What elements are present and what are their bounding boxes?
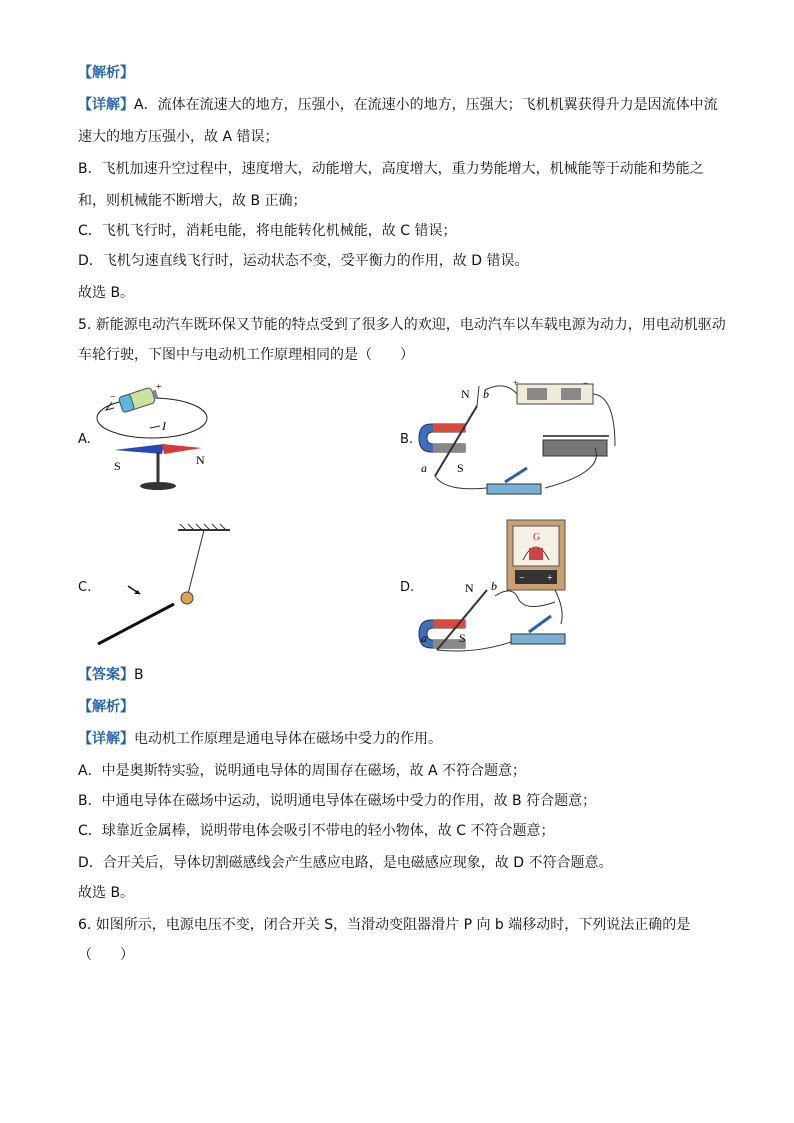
analysis-heading-2: 【解析】 xyxy=(78,699,134,715)
rod-a-text: a xyxy=(421,631,427,645)
analysis-heading: 【解析】 xyxy=(78,65,134,81)
conclusion-line: 故选 B。 xyxy=(78,285,135,301)
magnet-n-text: N xyxy=(465,581,474,595)
current-i-text: I xyxy=(162,419,166,433)
detail-line-5: C．飞机飞行时，消耗电能，将电能转化机械能，故 C 错误； xyxy=(78,223,457,239)
battery-plus-text: + xyxy=(156,382,162,393)
charged-rod-figure xyxy=(92,524,262,648)
conclusion-line-2: 故选 B。 xyxy=(78,885,135,901)
galvanometer-plus-text: + xyxy=(547,573,553,584)
battery-plus-text: + xyxy=(513,378,519,388)
magnet-n-text: N xyxy=(461,387,470,401)
option-b-label: B. xyxy=(400,432,414,447)
detail-line-2: 速大的地方压强小，故 A 错误； xyxy=(78,129,279,145)
answer-line-b: B．中通电导体在磁场中运动，说明通电导体在磁场中受力的作用，故 B 符合题意； xyxy=(78,793,597,809)
rod-a-text: a xyxy=(421,461,427,475)
question-5-line-1: 5. 新能源电动汽车既环保又节能的特点受到了很多人的欢迎，电动汽车以车载电源为动力，用电动机驱动 xyxy=(78,317,726,333)
answer-line-c: C．球靠近金属棒，说明带电体会吸引不带电的轻小物体，故 C 不符合题意； xyxy=(78,823,555,839)
detail-text-1: A．流体在流速大的地方，压强小，在流速小的地方，压强大；飞机机翼获得升力是因流体中流 xyxy=(134,97,718,113)
answer-tag: 【答案】 xyxy=(78,667,134,683)
detail-line-1 xyxy=(78,96,718,114)
needle-n-text: N xyxy=(196,453,205,467)
motor-principle-figure xyxy=(415,376,625,504)
option-c-label: C. xyxy=(78,580,92,595)
question-6-line-2: （ ） xyxy=(78,947,134,963)
magnet-s-text: S xyxy=(459,631,466,645)
question-6-line-1: 6. 如图所示，电源电压不变，闭合开关 S，当滑动变阻器滑片 P 向 b 端移动时，下列说法正确的是 xyxy=(78,917,691,933)
battery-minus-text: − xyxy=(110,392,116,403)
detail-text-q5: 电动机工作原理是通电导体在磁场中受力的作用。 xyxy=(134,731,442,747)
rod-b-text: b xyxy=(491,579,497,593)
answer-value: B xyxy=(134,667,144,683)
option-d-label: D. xyxy=(400,580,415,595)
answer-line-a: A．中是奥斯特实验，说明通电导体的周围存在磁场，故 A 不符合题意； xyxy=(78,763,527,779)
option-a-label: A. xyxy=(78,432,91,447)
detail-line-6: D．飞机匀速直线飞行时，运动状态不变，受平衡力的作用，故 D 错误。 xyxy=(78,253,529,269)
magnet-s-text: S xyxy=(457,461,464,475)
detail-line-4: 和，则机械能不断增大，故 B 正确； xyxy=(78,193,307,209)
battery-minus-text: − xyxy=(583,378,589,388)
answer-line-d: D．合开关后，导体切割磁感线会产生感应电路，是电磁感应现象，故 D 不符合题意。 xyxy=(78,855,613,871)
detail-tag-2: 【详解】 xyxy=(78,731,134,747)
detail-line-3: B．飞机加速升空过程中，速度增大，动能增大，高度增大，重力势能增大，机械能等于动能和势能之 xyxy=(78,161,704,177)
galvanometer-g-text: G xyxy=(533,532,541,543)
rod-b-text: b xyxy=(483,387,489,401)
needle-s-text: S xyxy=(114,459,121,473)
question-5-line-2: 车轮行驶，下图中与电动机工作原理相同的是（ ） xyxy=(78,347,414,363)
oersted-experiment-figure xyxy=(92,378,222,500)
electromagnetic-induction-figure xyxy=(415,514,575,654)
detail-tag: 【详解】 xyxy=(78,97,134,113)
answer-line xyxy=(78,666,144,684)
galvanometer-minus-text: − xyxy=(519,573,525,584)
detail-line-q5 xyxy=(78,730,442,748)
